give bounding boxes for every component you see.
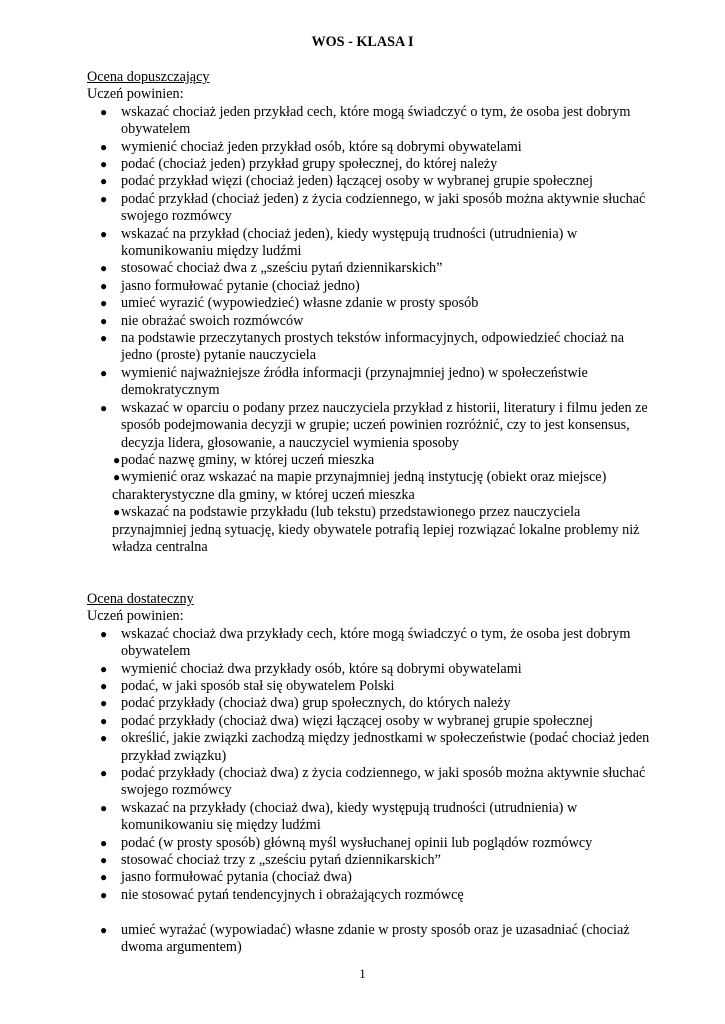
list-item-text: jasno formułować pytanie (chociaż jedno) — [121, 277, 360, 294]
list-item — [87, 887, 657, 904]
list-item — [87, 869, 657, 886]
list-item-text: wymienić chociaż jeden przykład osób, które są dobrymi obywatelami — [121, 138, 522, 155]
bullet-icon: ● — [113, 505, 121, 520]
list-item — [87, 678, 657, 695]
list-item — [87, 173, 657, 190]
bullet-icon: ● — [100, 261, 108, 276]
list-item — [87, 330, 657, 365]
bullet-icon: ● — [100, 626, 108, 641]
list-item-text: nie obrażać swoich rozmówców — [121, 312, 304, 329]
section-dostateczny — [87, 591, 657, 956]
list-item — [87, 695, 657, 712]
section-heading: Ocena dopuszczający — [87, 69, 210, 85]
list-item-text: określić, jakie związki zachodzą między jednostkami w społeczeństwie (podać chociaż jeden przykład związku) — [121, 730, 650, 764]
list-item — [87, 156, 657, 173]
list-item-text: nie stosować pytań tendencyjnych i obrażających rozmówcę — [121, 886, 464, 903]
bullet-icon: ● — [113, 452, 121, 467]
list-item — [87, 139, 657, 156]
section-heading: Ocena dostateczny — [87, 591, 194, 607]
list-item-text: podać, w jaki sposób stał się obywatelem Polski — [121, 678, 395, 694]
list-item — [87, 922, 657, 957]
list-item-text: wymienić najważniejsze źródła informacji (przynajmniej jedno) w społeczeństwie demokratycznym — [121, 364, 588, 399]
bullet-icon: ● — [100, 870, 108, 885]
list-item — [87, 191, 657, 226]
list-item-text: wskazać na podstawie przykładu (lub tekstu) przedstawionego przez nauczyciela przynajmniej jedną sytuację, kiedy obywatele potrafią lepiej rozwiązać lokalne problemy niż władza centralna — [112, 504, 640, 555]
list-item-text: stosować chociaż trzy z „sześciu pytań dziennikarskich” — [121, 852, 441, 869]
section-dopuszczajacy — [87, 69, 657, 556]
list-item — [87, 295, 657, 312]
requirements-list — [87, 104, 657, 452]
bullet-icon: ● — [100, 139, 108, 154]
spacer — [87, 904, 657, 921]
bullet-icon: ● — [100, 679, 108, 693]
bullet-icon: ● — [100, 661, 108, 676]
list-item-text: wymienić chociaż dwa przykłady osób, które są dobrymi obywatelami — [121, 660, 522, 677]
section-subheading: Uczeń powinien: — [87, 86, 184, 103]
list-item-text: podać przykłady (chociaż dwa) z życia codziennego, w jaki sposób można aktywnie słuchać swojego rozmówcy — [121, 765, 646, 799]
list-item — [87, 452, 657, 469]
bullet-icon: ● — [100, 191, 108, 206]
list-item-text: umieć wyrazić (wypowiedzieć) własne zdanie w prosty sposób — [121, 295, 479, 312]
bullet-icon: ● — [100, 696, 108, 711]
bullet-icon: ● — [100, 296, 108, 311]
list-item-text: wskazać chociaż jeden przykład cech, które mogą świadczyć o tym, że osoba jest dobrym obywatelem — [121, 103, 631, 138]
list-item — [87, 278, 657, 295]
bullet-icon: ● — [100, 922, 108, 937]
list-item-text: stosować chociaż dwa z „sześciu pytań dziennikarskich” — [121, 260, 443, 277]
bullet-icon: ● — [100, 365, 108, 380]
bullet-icon: ● — [100, 331, 108, 346]
list-item-text: umieć wyrażać (wypowiadać) własne zdanie w prosty sposób oraz je uzasadniać (chociaż dwoma argumentem) — [121, 921, 630, 956]
list-item — [87, 661, 657, 678]
list-item — [87, 260, 657, 277]
list-item-text: podać przykład (chociaż jeden) z życia codziennego, w jaki sposób można aktywnie słuchać swojego rozmówcy — [121, 190, 646, 225]
bullet-icon: ● — [100, 278, 108, 293]
list-item-text: podać przykład więzi (chociaż jeden) łączącej osoby w wybranej grupie społecznej — [121, 173, 593, 190]
list-item — [87, 626, 657, 661]
bullet-icon: ● — [100, 174, 108, 189]
list-item-text: podać przykłady (chociaż dwa) grup społecznych, do których należy — [121, 695, 511, 712]
bullet-icon: ● — [100, 835, 108, 850]
bullet-icon: ● — [100, 853, 108, 868]
list-item — [87, 852, 657, 869]
requirements-list-continued — [87, 922, 657, 957]
list-item — [87, 800, 657, 835]
bullet-icon: ● — [100, 226, 108, 241]
list-item-text: jasno formułować pytania (chociaż dwa) — [121, 869, 352, 886]
bullet-icon: ● — [100, 400, 108, 415]
list-item — [87, 313, 657, 330]
list-item-text: wskazać w oparciu o podany przez nauczyciela przykład z historii, literatury i filmu jeden ze sposób podejmowania decyzji w grupie; uczeń powinien rozróżnić, czy to jest konsensus, decyzja lidera, głosowanie, a nauczyciel wymienia sposoby — [121, 399, 648, 451]
bullet-icon: ● — [113, 470, 121, 485]
section-subheading: Uczeń powinien: — [87, 608, 184, 625]
list-item — [87, 504, 657, 556]
list-item — [87, 730, 657, 765]
list-item — [87, 226, 657, 261]
bullet-icon: ● — [100, 313, 108, 328]
list-item — [87, 104, 657, 139]
requirements-list — [87, 626, 657, 905]
bullet-icon: ● — [100, 887, 108, 902]
list-item-text: wskazać na przykład (chociaż jeden), kiedy występują trudności (utrudnienia) w komunikowaniu między ludźmi — [121, 225, 578, 260]
list-item — [87, 835, 657, 852]
list-item — [87, 765, 657, 800]
list-item-text: wskazać na przykłady (chociaż dwa), kiedy występują trudności (utrudnienia) w komunikowaniu się między ludźmi — [121, 799, 578, 834]
list-item-text: podać (chociaż jeden) przykład grupy społecznej, do której należy — [121, 156, 498, 172]
list-item-text: wymienić oraz wskazać na mapie przynajmniej jedną instytucję (obiekt oraz miejsce) charakterystyczne dla gminy, w której uczeń mieszka — [112, 469, 607, 503]
bullet-icon: ● — [100, 800, 108, 815]
document-title: WOS - KLASA I — [311, 34, 414, 50]
page-number: 1 — [359, 966, 366, 981]
bullet-icon: ● — [100, 104, 108, 119]
list-item — [87, 400, 657, 452]
list-item-text: podać nazwę gminy, w której uczeń mieszka — [121, 451, 375, 468]
list-item-text: podać przykłady (chociaż dwa) więzi łączącej osoby w wybranej grupie społecznej — [121, 712, 593, 729]
bullet-icon: ● — [100, 713, 108, 728]
list-item-text: podać (w prosty sposób) główną myśl wysłuchanej opinii lub poglądów rozmówcy — [121, 834, 593, 851]
list-item — [87, 713, 657, 730]
list-item-text: na podstawie przeczytanych prostych tekstów informacyjnych, odpowiedzieć chociaż na jedno (proste) pytanie nauczyciela — [121, 330, 625, 364]
list-item — [87, 365, 657, 400]
list-item — [87, 469, 657, 504]
requirements-list-hanging — [87, 452, 657, 556]
list-item-text: wskazać chociaż dwa przykłady cech, które mogą świadczyć o tym, że osoba jest dobrym obywatelem — [121, 625, 631, 660]
bullet-icon: ● — [100, 766, 108, 781]
bullet-icon: ● — [100, 157, 108, 171]
bullet-icon: ● — [100, 731, 108, 746]
